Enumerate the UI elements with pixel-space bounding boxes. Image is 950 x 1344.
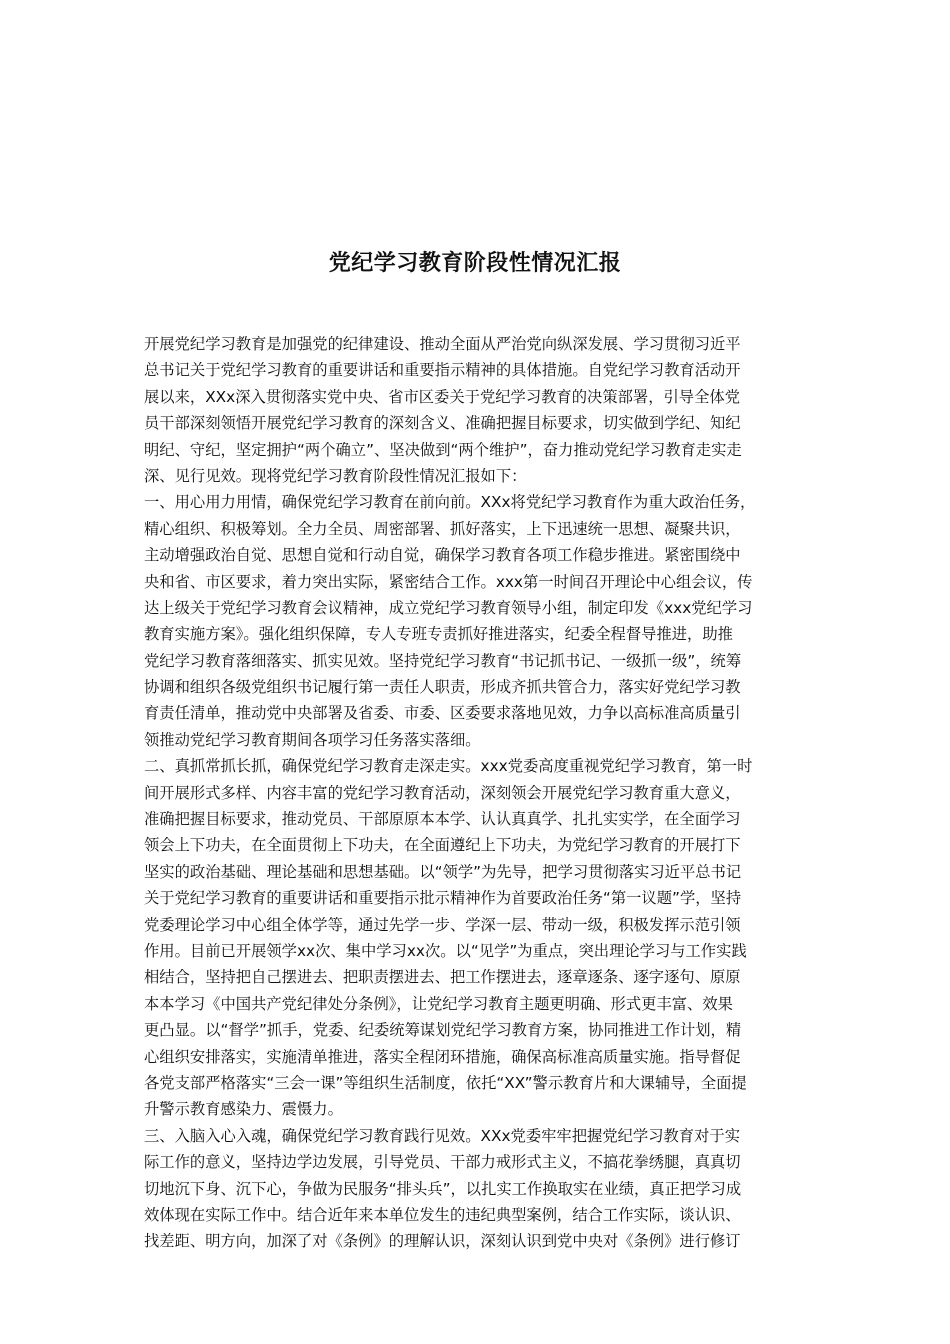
document-line: 相结合，坚持把自己摆进去、把职责摆进去、把工作摆进去，逐章逐条、逐字逐句、原原 (144, 968, 741, 987)
document-line: 更凸显。以“督学”抓手，党委、纪委统筹谋划党纪学习教育方案，协同推进工作计划，精 (144, 1021, 742, 1040)
document-line: 精心组织、积极筹划。全力全员、周密部署、抓好落实，上下迅速统一思想、凝聚共识， (144, 519, 741, 538)
document-line: 准确把握目标要求，推动党员、干部原原本本学、认认真真学、扎扎实实学，在全面学习 (144, 810, 741, 829)
document-line: 党纪学习教育落细落实、抓实见效。坚持党纪学习教育“书记抓书记、一级抓一级”，统筹 (144, 651, 742, 670)
document-line: 领会上下功夫，在全面贯彻上下功夫，在全面遵纪上下功夫，为党纪学习教育的开展打下 (144, 836, 741, 855)
document-title: 党纪学习教育阶段性情况汇报 (328, 251, 622, 276)
document-line: 找差距、明方向，加深了对《条例》的理解认识，深刻认识到党中央对《条例》进行修订 (144, 1232, 741, 1251)
document-line: 员干部深刻领悟开展党纪学习教育的深刻含义、准确把握目标要求，切实做到学纪、知纪 (144, 414, 741, 433)
document-line: 教育实施方案》。强化组织保障，专人专班专责抓好推进落实，纪委全程督导推进，助推 (144, 625, 733, 644)
document-line: 效体现在实际工作中。结合近年来本单位发生的违纪典型案例，结合工作实际，谈认识、 (144, 1205, 741, 1224)
document-line: 坚实的政治基础、理论基础和思想基础。以“领学”为先导，把学习贯彻落实习近平总书记 (144, 862, 742, 881)
document-line: 关于党纪学习教育的重要讲话和重要指示批示精神作为首要政治任务“第一议题”学，坚持 (144, 889, 742, 908)
document-line: 际工作的意义，坚持边学边发展，引导党员、干部力戒形式主义，不搞花拳绣腿，真真切 (144, 1153, 741, 1172)
document-line: 二、真抓常抓长抓，确保党纪学习教育走深走实。xxx党委高度重视党纪学习教育，第一时 (144, 757, 753, 776)
document-line: 主动增强政治自觉、思想自觉和行动自觉，确保学习教育各项工作稳步推进。紧密围绕中 (144, 546, 741, 565)
document-line: 升警示教育感染力、震慑力。 (144, 1100, 343, 1119)
document-body (144, 331, 806, 1255)
document-line: 一、用心用力用情，确保党纪学习教育在前向前。XXx将党纪学习教育作为重大政治任务， (144, 493, 756, 512)
document-line: 央和省、市区要求，着力突出实际，紧密结合工作。xxx第一时间召开理论中心组会议，传 (144, 572, 753, 591)
document-line: 切地沉下身、沉下心，争做为民服务“排头兵”，以扎实工作换取实在业绩，真正把学习成 (144, 1179, 742, 1198)
document-line: 心组织安排落实，实施清单推进，落实全程闭环措施，确保高标准高质量实施。指导督促 (144, 1047, 741, 1066)
document-line: 党委理论学习中心组全体学等，通过先学一步、学深一层、带动一级，积极发挥示范引领 (144, 915, 741, 934)
document-line: 展以来，XXx深入贯彻落实党中央、省市区委关于党纪学习教育的决策部署，引导全体党 (144, 387, 740, 406)
document-line: 本本学习《中国共产党纪律处分条例》，让党纪学习教育主题更明确、形式更丰富、效果 (144, 994, 733, 1013)
document-line: 间开展形式多样、内容丰富的党纪学习教育活动，深刻领会开展党纪学习教育重大意义， (144, 783, 741, 802)
document-line: 各党支部严格落实“三会一课”等组织生活制度，依托“XX”警示教育片和大课辅导，全面提 (144, 1073, 747, 1092)
document-line: 总书记关于党纪学习教育的重要讲话和重要指示精神的具体措施。自党纪学习教育活动开 (144, 361, 741, 380)
document-line: 育责任清单，推动党中央部署及省委、市委、区委要求落地见效，力争以高标准高质量引 (144, 704, 741, 723)
document-line: 达上级关于党纪学习教育会议精神，成立党纪学习教育领导小组，制定印发《xxx党纪学习 (144, 598, 753, 617)
document-line: 深、见行见效。现将党纪学习教育阶段性情况汇报如下： (144, 466, 527, 485)
document-line: 协调和组织各级党组织书记履行第一责任人职责，形成齐抓共管合力，落实好党纪学习教 (144, 678, 741, 697)
document-line: 开展党纪学习教育是加强党的纪律建设、推动全面从严治党向纵深发展、学习贯彻习近平 (144, 335, 741, 353)
document-line: 作用。目前已开展领学xx次、集中学习xx次。以“见学”为重点，突出理论学习与工作实践 (144, 941, 747, 960)
document-line: 领推动党纪学习教育期间各项学习任务落实落细。 (144, 730, 481, 749)
document-line: 三、入脑入心入魂，确保党纪学习教育践行见效。XXx党委牢牢把握党纪学习教育对于实 (144, 1126, 740, 1145)
document-line: 明纪、守纪，坚定拥护“两个确立”、坚决做到“两个维护”，奋力推动党纪学习教育走实走 (144, 440, 742, 459)
